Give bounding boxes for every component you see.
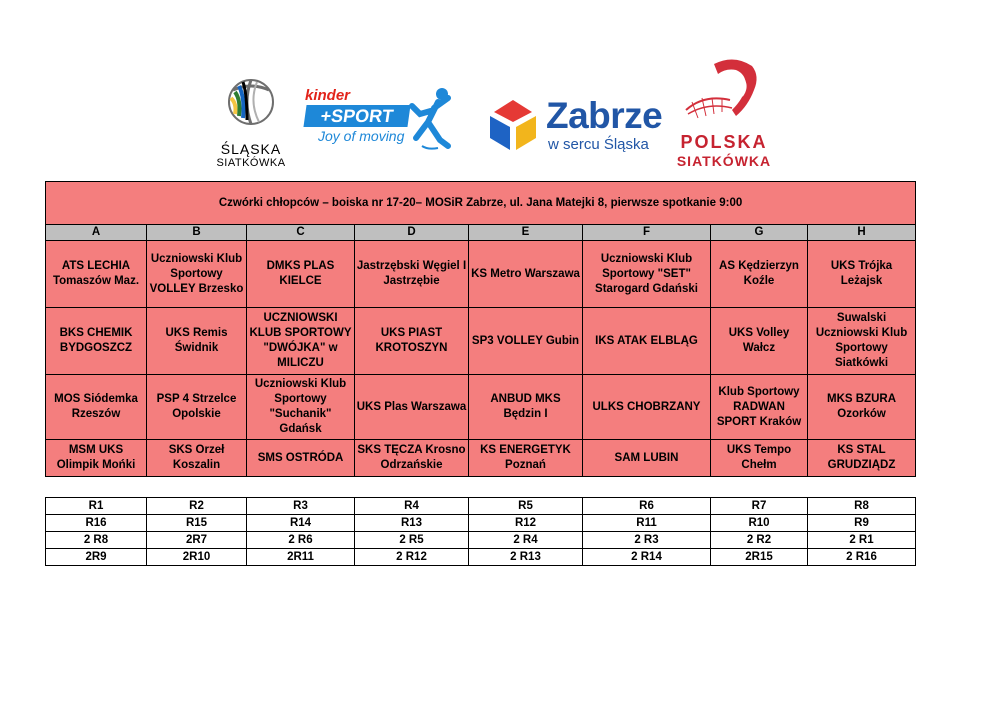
table-row <box>46 440 916 477</box>
polska-logo-line2: SIATKÓWKA <box>676 153 772 169</box>
round-cell: R14 <box>247 515 355 532</box>
team-cell: SKS Orzeł Koszalin <box>147 440 247 477</box>
round-cell: R3 <box>247 498 355 515</box>
round-cell: 2R15 <box>711 549 808 566</box>
round-cell: R5 <box>469 498 583 515</box>
team-cell: MOS Siódemka Rzeszów <box>46 375 147 440</box>
group-header: G <box>711 225 808 241</box>
team-cell: PSP 4 Strzelce Opolskie <box>147 375 247 440</box>
round-row <box>46 532 916 549</box>
round-cell: R4 <box>355 498 469 515</box>
round-row <box>46 515 916 532</box>
slaska-siatkowka-logo <box>214 74 288 170</box>
round-cell: R11 <box>583 515 711 532</box>
round-cell: R8 <box>808 498 916 515</box>
team-cell: Suwalski Uczniowski Klub Sportowy Siatkówki <box>808 308 916 375</box>
zabrze-subtitle: w sercu Śląska <box>548 136 649 153</box>
table-row <box>46 308 916 375</box>
team-cell: SMS OSTRÓDA <box>247 440 355 477</box>
kinder-tagline: Joy of moving <box>318 128 405 144</box>
round-cell: 2R9 <box>46 549 147 566</box>
round-cell: 2 R12 <box>355 549 469 566</box>
team-cell: AS Kędzierzyn Koźle <box>711 241 808 308</box>
kinder-sport-logo <box>304 86 454 168</box>
eagle-volleyball-icon <box>674 54 774 132</box>
groups-table <box>45 181 916 477</box>
round-cell: R12 <box>469 515 583 532</box>
team-cell: SKS TĘCZA Krosno Odrzańskie <box>355 440 469 477</box>
team-cell: SAM LUBIN <box>583 440 711 477</box>
polska-logo-line1: POLSKA <box>680 132 768 152</box>
round-cell: 2 R13 <box>469 549 583 566</box>
team-cell: KS STAL GRUDZIĄDZ <box>808 440 916 477</box>
round-cell: 2R10 <box>147 549 247 566</box>
team-cell: SP3 VOLLEY Gubin <box>469 308 583 375</box>
team-cell: UCZNIOWSKI KLUB SPORTOWY "DWÓJKA" w MILICZU <box>247 308 355 375</box>
zabrze-name: Zabrze <box>546 95 663 136</box>
team-cell: ATS LECHIA Tomaszów Maz. <box>46 241 147 308</box>
round-cell: 2R7 <box>147 532 247 549</box>
group-header: B <box>147 225 247 241</box>
round-row <box>46 549 916 566</box>
round-cell: 2 R2 <box>711 532 808 549</box>
team-cell: UKS PIAST KROTOSZYN <box>355 308 469 375</box>
team-cell: Uczniowski Klub Sportowy "Suchanik" Gdańsk <box>247 375 355 440</box>
round-cell: 2 R6 <box>247 532 355 549</box>
group-header: E <box>469 225 583 241</box>
polska-siatkowka-logo <box>674 54 774 174</box>
team-cell: ANBUD MKS Będzin I <box>469 375 583 440</box>
team-cell: IKS ATAK ELBLĄG <box>583 308 711 375</box>
round-cell: R2 <box>147 498 247 515</box>
team-cell: Jastrzębski Węgiel I Jastrzębie <box>355 241 469 308</box>
team-cell: Uczniowski Klub Sportowy "SET" Starogard Gdański <box>583 241 711 308</box>
round-cell: 2 R14 <box>583 549 711 566</box>
round-cell: 2 R4 <box>469 532 583 549</box>
team-cell: ULKS CHOBRZANY <box>583 375 711 440</box>
team-cell: UKS Trójka Leżajsk <box>808 241 916 308</box>
table-title-row <box>46 182 916 225</box>
round-cell: R10 <box>711 515 808 532</box>
team-cell: KS Metro Warszawa <box>469 241 583 308</box>
team-cell: Uczniowski Klub Sportowy VOLLEY Brzesko <box>147 241 247 308</box>
slaska-logo-line1: ŚLĄSKA <box>220 141 282 157</box>
round-cell: 2 R16 <box>808 549 916 566</box>
group-header-row <box>46 225 916 241</box>
round-cell: 2 R8 <box>46 532 147 549</box>
round-cell: R13 <box>355 515 469 532</box>
team-cell: KS ENERGETYK Poznań <box>469 440 583 477</box>
team-cell: MKS BZURA Ozorków <box>808 375 916 440</box>
round-cell: R1 <box>46 498 147 515</box>
volleyball-icon <box>227 74 275 134</box>
zabrze-emblem-icon <box>482 96 544 156</box>
round-cell: R16 <box>46 515 147 532</box>
group-header: D <box>355 225 469 241</box>
table-row <box>46 375 916 440</box>
slaska-logo-line2: SIATKÓWKA <box>216 157 286 169</box>
round-cell: 2 R1 <box>808 532 916 549</box>
team-cell: UKS Plas Warszawa <box>355 375 469 440</box>
group-header: F <box>583 225 711 241</box>
rounds-table <box>45 497 916 566</box>
kinder-brand-text: kinder <box>305 87 351 104</box>
team-cell: BKS CHEMIK BYDGOSZCZ <box>46 308 147 375</box>
round-row <box>46 498 916 515</box>
round-cell: 2 R5 <box>355 532 469 549</box>
round-cell: R9 <box>808 515 916 532</box>
table-title: Czwórki chłopców – boiska nr 17-20– MOSiR Zabrze, ul. Jana Matejki 8, pierwsze spotkanie 9:00 <box>46 182 916 225</box>
team-cell: UKS Remis Świdnik <box>147 308 247 375</box>
table-row <box>46 241 916 308</box>
zabrze-logo <box>482 95 663 158</box>
jumping-athlete-icon <box>408 86 454 152</box>
kinder-sport-box: +SPORT <box>303 105 410 127</box>
group-header: H <box>808 225 916 241</box>
team-cell: Klub Sportowy RADWAN SPORT Kraków <box>711 375 808 440</box>
round-cell: 2 R3 <box>583 532 711 549</box>
team-cell: DMKS PLAS KIELCE <box>247 241 355 308</box>
round-cell: 2R11 <box>247 549 355 566</box>
team-cell: UKS Volley Wałcz <box>711 308 808 375</box>
group-header: C <box>247 225 355 241</box>
team-cell: UKS Tempo Chełm <box>711 440 808 477</box>
round-cell: R6 <box>583 498 711 515</box>
round-cell: R7 <box>711 498 808 515</box>
team-cell: MSM UKS Olimpik Mońki <box>46 440 147 477</box>
round-cell: R15 <box>147 515 247 532</box>
group-header: A <box>46 225 147 241</box>
